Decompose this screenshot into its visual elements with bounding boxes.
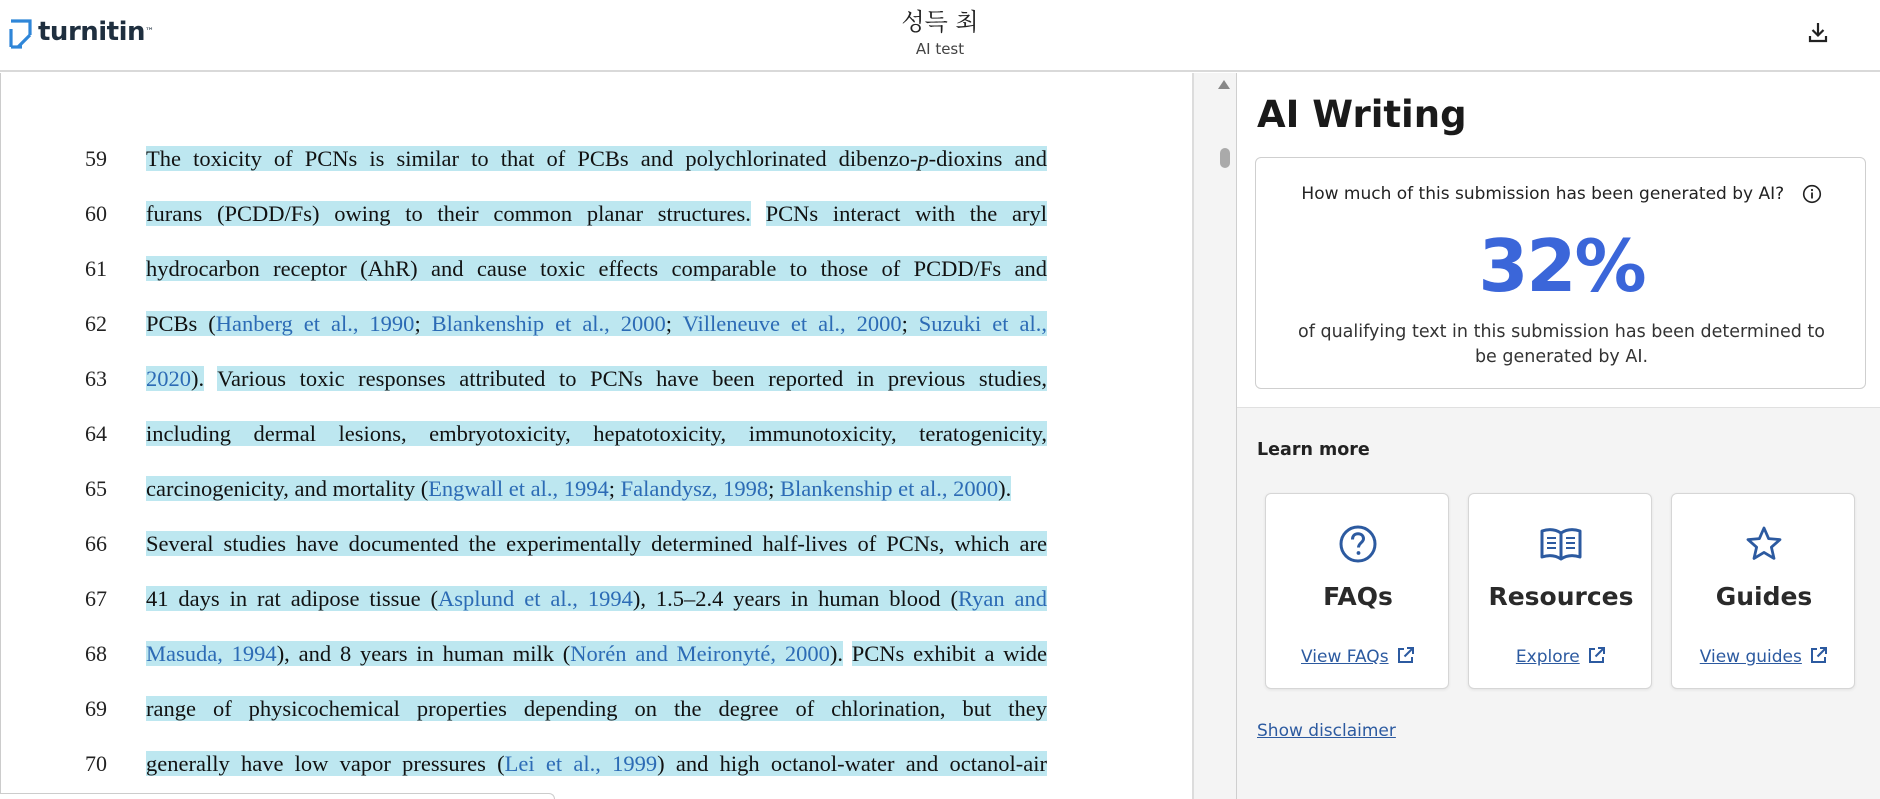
line-number: 64: [85, 421, 107, 446]
text-segment: -dioxins and: [928, 146, 1047, 171]
document-line: [1, 348, 1194, 403]
text-segment: furans (PCDD/Fs) owing to their common planar structures.: [146, 201, 751, 226]
document-line: [1, 238, 1194, 293]
document-line: [1, 733, 1194, 788]
ai-question: [1256, 184, 1867, 204]
text-segment: [843, 641, 852, 666]
resources-label: Resources: [1488, 582, 1634, 611]
submission-title: AI test: [915, 40, 965, 58]
text-segment: ) and high octanol-water and octanol-air: [657, 751, 1047, 776]
document-line: [1, 293, 1194, 348]
citation-link[interactable]: Ryan and: [958, 586, 1048, 611]
text-segment: Various toxic responses attributed to PCNs have been reported in previous studies,: [217, 366, 1048, 391]
ai-percentage-description: of qualifying text in this submission has been determined to be generated by AI.: [1298, 322, 1825, 367]
text-segment: PCNs exhibit a wide: [851, 641, 1047, 666]
document-viewer[interactable]: [0, 73, 1194, 799]
text-segment: generally have low vapor pressures (: [146, 751, 505, 776]
citation-link[interactable]: Villeneuve et al., 2000: [682, 311, 902, 336]
ai-writing-panel: [1237, 73, 1880, 799]
scrollbar-thumb[interactable]: [1220, 148, 1230, 168]
guides-label: Guides: [1715, 582, 1813, 611]
text-segment: hydrocarbon receptor (AhR) and cause toxic effects comparable to those of PCDD/Fs and: [146, 256, 1047, 281]
text-segment: Several studies have documented the experimentally determined half-lives of PCNs, which are: [146, 531, 1047, 556]
text-segment: ;: [901, 311, 919, 336]
document-line: [1, 568, 1194, 623]
line-text: [146, 310, 1047, 338]
line-number: 66: [85, 531, 107, 556]
line-number: 59: [85, 146, 107, 171]
line-number: 61: [85, 256, 107, 281]
citation-link[interactable]: 2020: [146, 366, 191, 391]
citation-link[interactable]: Suzuki et al.,: [918, 311, 1047, 336]
text-segment: ), 1.5–2.4 years in human blood (: [632, 586, 958, 611]
text-segment: ).: [191, 366, 205, 391]
external-link-icon: [1587, 646, 1606, 665]
citation-link[interactable]: Asplund et al., 1994: [438, 586, 633, 611]
scroll-up-arrow-icon[interactable]: [1218, 80, 1230, 89]
text-segment: [204, 366, 217, 391]
document-scrollbar[interactable]: [1194, 73, 1236, 799]
text-segment: ), and 8 years in human milk (: [276, 641, 571, 666]
external-link-icon: [1809, 646, 1828, 665]
line-number: 69: [85, 696, 107, 721]
learn-more-heading: Learn more: [1257, 440, 1370, 460]
citation-link[interactable]: Masuda, 1994: [146, 641, 277, 666]
text-segment: ).: [998, 476, 1012, 501]
text-segment: PCNs interact with the aryl: [765, 201, 1048, 226]
line-text: [146, 530, 1047, 558]
text-segment: The toxicity of PCNs is similar to that of PCBs and polychlorinated dibenzo-: [146, 146, 918, 171]
turnitin-logo[interactable]: [8, 14, 154, 50]
ai-summary-section: [1237, 73, 1880, 408]
text-segment: carcinogenicity, and mortality (: [146, 476, 429, 501]
line-text: [146, 695, 1047, 723]
line-number: 65: [85, 476, 107, 501]
citation-link[interactable]: Norén and Meironyté, 2000: [570, 641, 830, 666]
line-number: 60: [85, 201, 107, 226]
document-line: [1, 458, 1194, 513]
external-link-icon: [1396, 646, 1415, 665]
citation-link[interactable]: Blankenship et al., 2000: [780, 476, 999, 501]
text-segment: ;: [608, 476, 621, 501]
faqs-label: FAQs: [1323, 582, 1393, 611]
text-segment: 41 days in rat adipose tissue (: [146, 586, 439, 611]
logo-trademark: ™: [145, 27, 155, 37]
line-text: [146, 365, 1047, 393]
line-number: 70: [85, 751, 107, 776]
text-segment: ;: [414, 311, 432, 336]
line-text: [146, 420, 1047, 448]
panel-title: AI Writing: [1257, 93, 1467, 136]
open-book-icon: [1539, 524, 1583, 564]
line-text: [146, 585, 1047, 613]
text-segment: ;: [768, 476, 781, 501]
view-guides-link[interactable]: [1672, 646, 1856, 667]
page-tab: [0, 793, 555, 799]
star-icon: [1744, 524, 1784, 564]
line-number: 68: [85, 641, 107, 666]
text-segment: range of physicochemical properties depending on the degree of chlorination, but they: [146, 696, 1047, 721]
view-faqs-link[interactable]: [1266, 646, 1450, 667]
ai-percentage: 32%: [1478, 224, 1645, 308]
download-icon: [1807, 21, 1829, 43]
guides-card[interactable]: [1671, 493, 1855, 689]
faqs-card[interactable]: [1265, 493, 1449, 689]
citation-link[interactable]: Hanberg et al., 1990: [215, 311, 415, 336]
line-text: [146, 640, 1047, 668]
line-number: 67: [85, 586, 107, 611]
document-line: [1, 403, 1194, 458]
ai-score-card: [1255, 157, 1866, 389]
citation-link[interactable]: Falandysz, 1998: [620, 476, 769, 501]
document-line: [1, 513, 1194, 568]
line-text: [146, 145, 1047, 173]
submission-author: 성득 최: [901, 8, 979, 36]
line-number: 63: [85, 366, 107, 391]
line-text: [146, 255, 1047, 283]
line-text: [146, 750, 1047, 778]
question-circle-icon: [1338, 524, 1378, 564]
ai-question-text: How much of this submission has been generated by AI?: [1301, 184, 1785, 204]
logo-text: turnitin: [38, 17, 146, 47]
title-block: [0, 4, 1880, 58]
download-button[interactable]: [1800, 14, 1836, 50]
app-header: [0, 0, 1880, 72]
show-disclaimer-link[interactable]: Show disclaimer: [1257, 721, 1396, 741]
info-icon[interactable]: [1802, 184, 1822, 204]
document-line: [1, 678, 1194, 733]
citation-link[interactable]: Lei et al., 1999: [504, 751, 658, 776]
view-faqs-link-text: View FAQs: [1301, 647, 1389, 667]
document-line: [1, 183, 1194, 238]
text-segment: ;: [665, 311, 683, 336]
text-segment: ).: [829, 641, 843, 666]
explore-link[interactable]: [1469, 646, 1653, 667]
text-segment: PCBs (: [146, 311, 216, 336]
line-number: 62: [85, 311, 107, 336]
line-text: [146, 200, 1047, 228]
turnitin-logo-icon: [8, 15, 34, 49]
document-line: [1, 128, 1194, 183]
text-segment: p: [917, 146, 929, 171]
line-text: [146, 475, 1047, 503]
citation-link[interactable]: Engwall et al., 1994: [428, 476, 609, 501]
resources-card[interactable]: [1468, 493, 1652, 689]
text-segment: including dermal lesions, embryotoxicity, hepatotoxicity, immunotoxicity, teratogenicity,: [146, 421, 1047, 446]
citation-link[interactable]: Blankenship et al., 2000: [431, 311, 666, 336]
text-segment: [751, 201, 766, 226]
view-guides-link-text: View guides: [1699, 647, 1802, 667]
document-line: [1, 623, 1194, 678]
explore-link-text: Explore: [1515, 647, 1580, 667]
